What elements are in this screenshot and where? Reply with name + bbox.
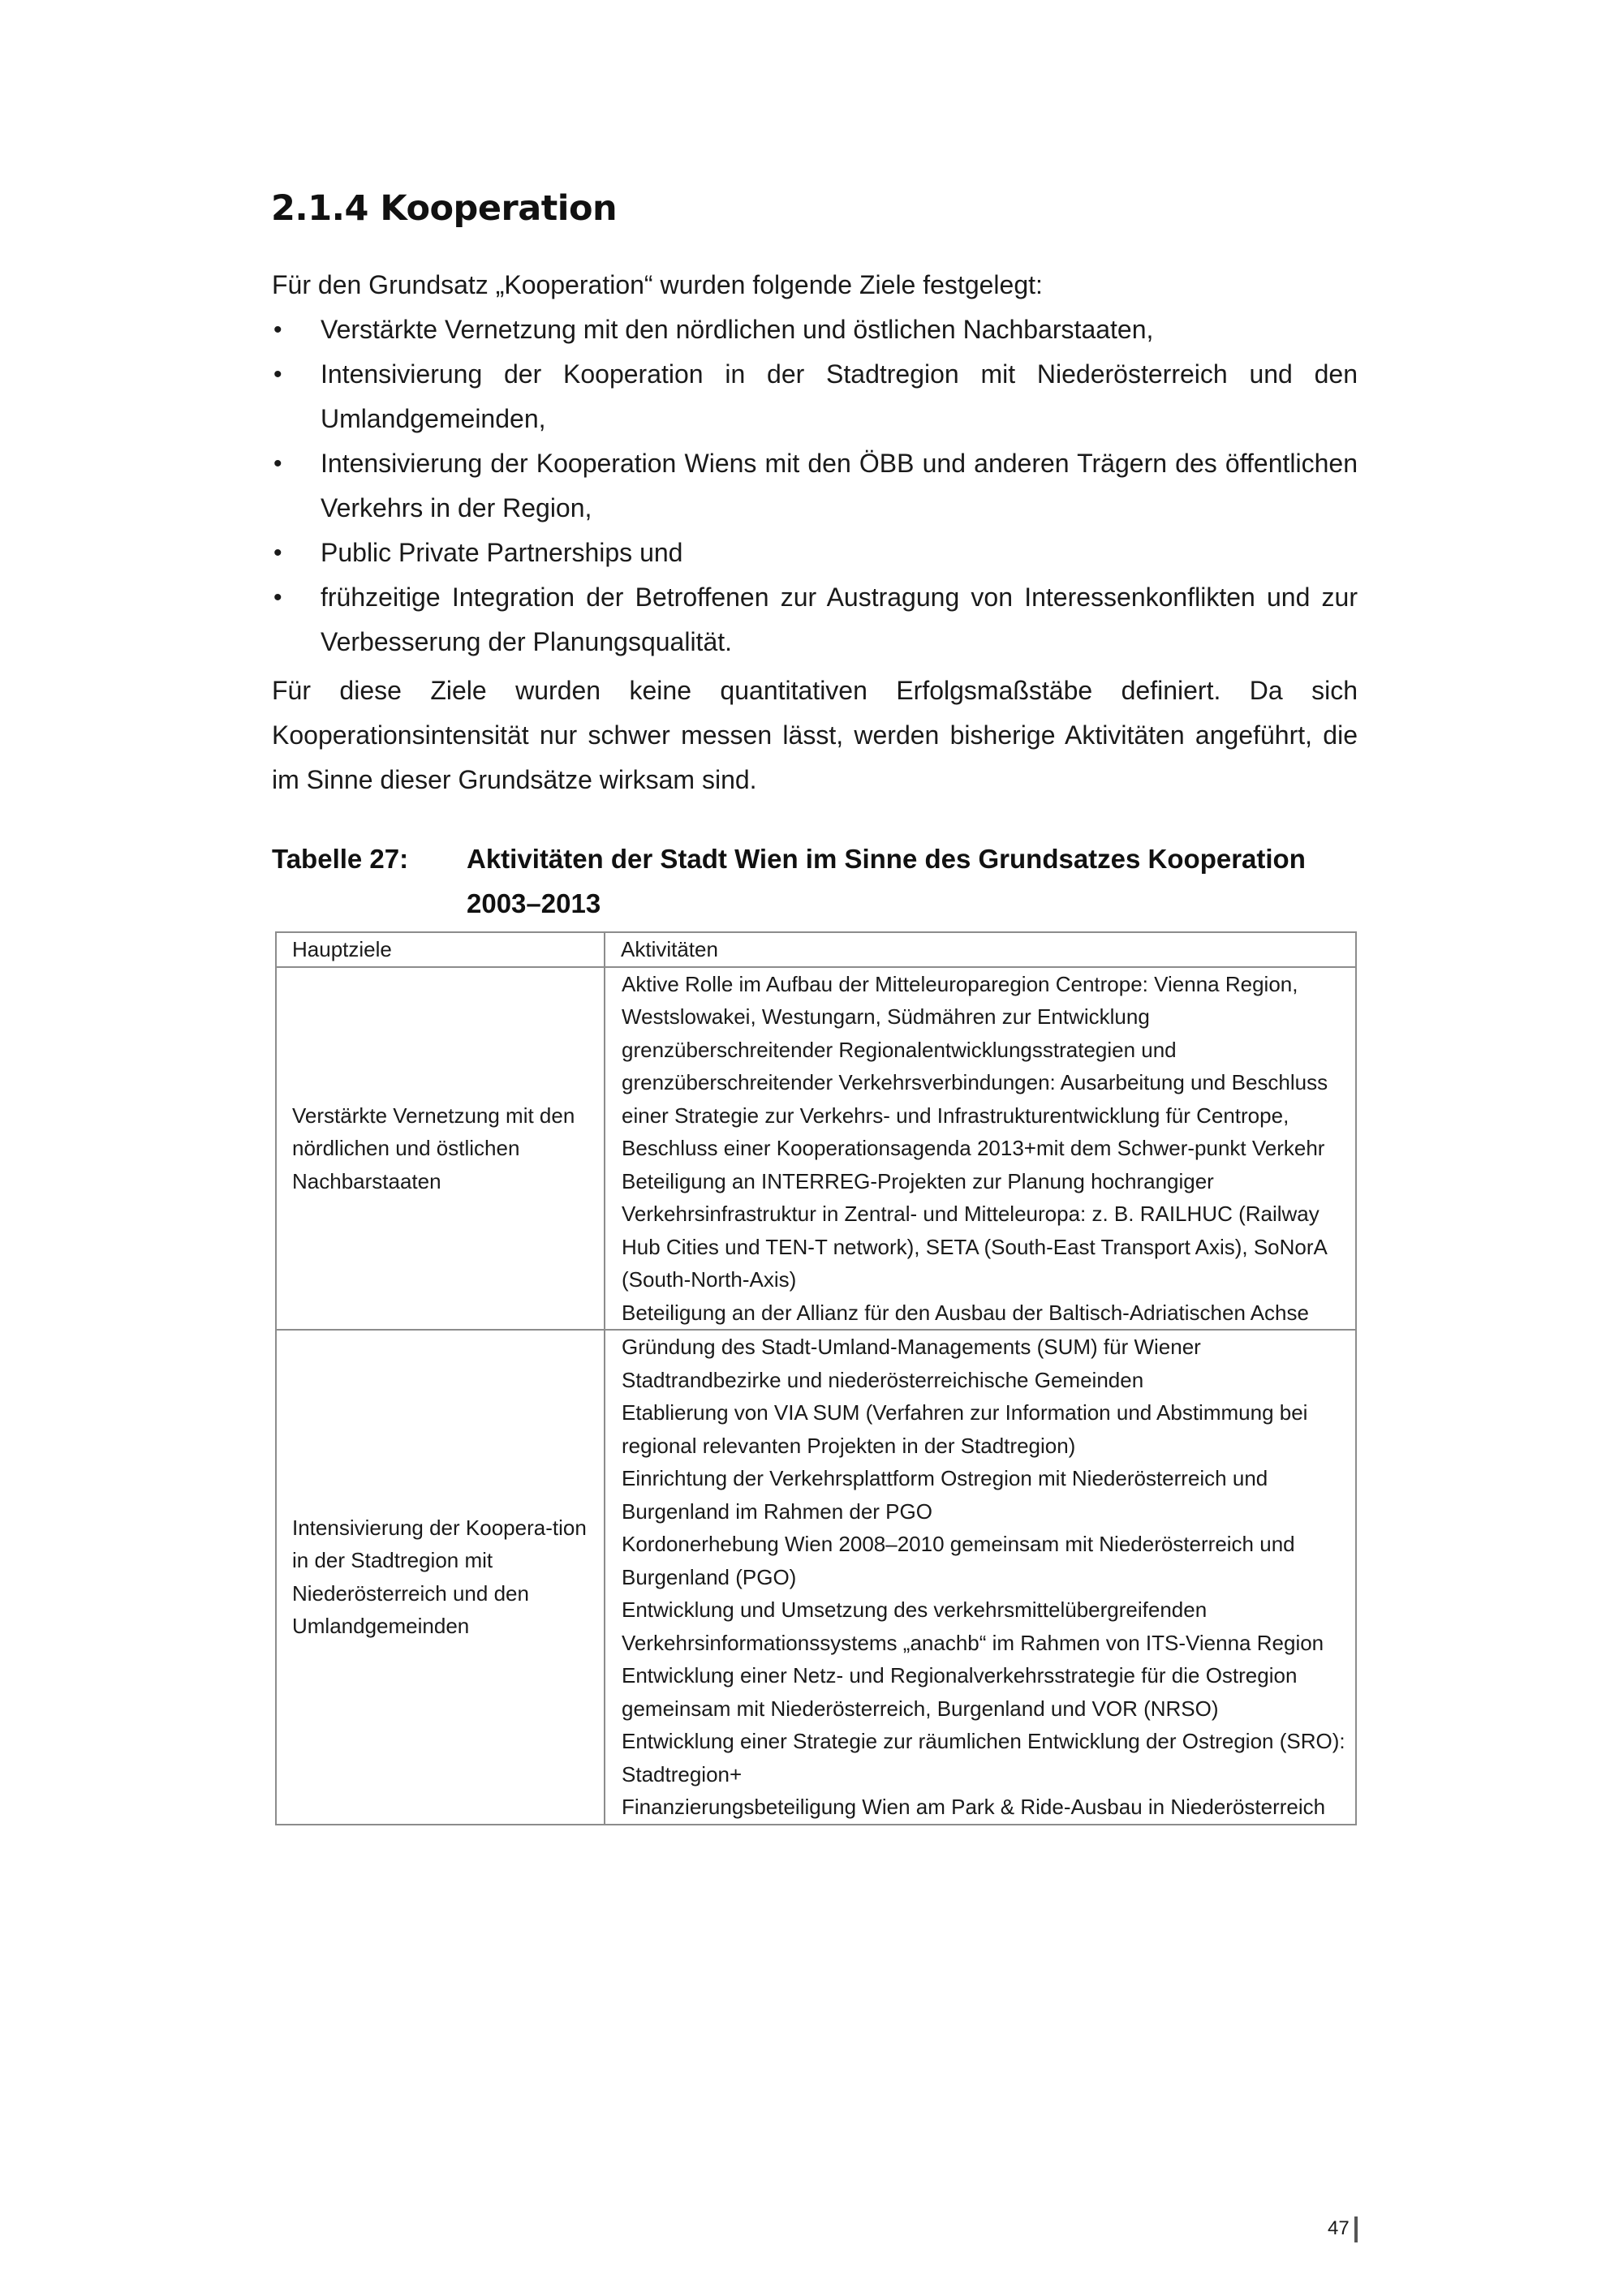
activities-cell — [605, 1330, 1356, 1825]
list-item — [272, 441, 1358, 531]
activity-item: Beteiligung an der Allianz für den Ausbau der Baltisch-Adriatischen Achse — [622, 1300, 1309, 1325]
activity-item: Einrichtung der Verkehrsplattform Ostregion mit Niederösterreich und Burgenland im Rahmen der PGO — [622, 1466, 1268, 1524]
list-item — [272, 352, 1358, 441]
activities-cell — [605, 967, 1356, 1331]
column-header-activities: Aktivitäten — [605, 932, 1356, 967]
list-item-text: Public Private Partnerships und — [321, 538, 683, 567]
list-item-text: Verstärkte Vernetzung mit den nördlichen und östlichen Nachbarstaaten, — [321, 315, 1154, 344]
intro-paragraph: Für den Grundsatz „Kooperation“ wurden folgende Ziele festgelegt: — [272, 270, 1043, 299]
bullet-icon: • — [273, 361, 282, 388]
list-item — [272, 307, 1358, 352]
page-number: 47 — [1328, 2217, 1350, 2239]
table-caption-label: Tabelle 27: — [272, 844, 409, 874]
activity-item: Entwicklung einer Netz- und Regionalverkehrsstrategie für die Ostregion gemeinsam mit Niederösterreich, Burgenland und VOR (NRSO) — [622, 1663, 1298, 1721]
goal-cell: Intensivierung der Koopera-tion in der Stadtregion mit Niederösterreich und den Umlandgemeinden — [276, 1330, 605, 1825]
column-header-goals: Hauptziele — [276, 932, 605, 967]
activity-item: Beteiligung an INTERREG-Projekten zur Planung hochrangiger Verkehrsinfrastruktur in Zentral- und Mitteleuropa: z. B. RAILHUC (Railway Hub Cities und TEN-T network), SETA (South-East Transport Axis), SoNorA (South-North-Axis) — [622, 1168, 1327, 1292]
bullet-icon: • — [273, 540, 282, 566]
table-caption-title: Aktivitäten der Stadt Wien im Sinne des Grundsatzes Kooperation 2003–2013 — [467, 844, 1306, 918]
activity-item: Entwicklung und Umsetzung des verkehrsmittelübergreifenden Verkehrsinformationssystems „anachb“ im Rahmen von ITS-Vienna Region — [622, 1597, 1324, 1655]
table-header-row — [276, 932, 1356, 967]
table-row — [276, 1330, 1356, 1825]
list-item-text: Intensivierung der Kooperation Wiens mit den ÖBB und anderen Trägern des öffentlichen Verkehrs in der Region, — [321, 449, 1358, 522]
list-item-text: Intensivierung der Kooperation in der Stadtregion mit Niederösterreich und den Umlandgemeinden, — [321, 359, 1358, 433]
list-item-text: frühzeitige Integration der Betroffenen zur Austragung von Interessenkonflikten und zur Verbesserung der Planungsqualität. — [321, 583, 1358, 656]
section-heading: 2.1.4 Kooperation — [271, 188, 618, 229]
activities-table — [275, 931, 1357, 1825]
bullet-icon: • — [273, 584, 282, 611]
closing-paragraph: Für diese Ziele wurden keine quantitativen Erfolgsmaßstäbe definiert. Da sich Kooperationsintensität nur schwer messen lässt, werden bisherige Aktivitäten angeführt, die im Sinne dieser Grundsätze wirksam sind. — [272, 676, 1358, 794]
bullet-icon: • — [273, 316, 282, 343]
activity-item: Kordonerhebung Wien 2008–2010 gemeinsam mit Niederösterreich und Burgenland (PGO) — [622, 1532, 1295, 1589]
activity-item: Entwicklung einer Strategie zur räumlichen Entwicklung der Ostregion (SRO): Stadtregion+ — [622, 1729, 1345, 1786]
list-item — [272, 531, 1358, 575]
bullet-icon: • — [273, 450, 282, 477]
activity-item: Finanzierungsbeteiligung Wien am Park & Ride-Ausbau in Niederösterreich — [622, 1795, 1326, 1819]
page-number-bar — [1354, 2216, 1358, 2242]
list-item — [272, 575, 1358, 664]
activity-item: Aktive Rolle im Aufbau der Mitteleuroparegion Centrope: Vienna Region, Westslowakei, Westungarn, Südmähren zur Entwicklung grenzüberschreitender Regionalentwicklungsstrategien und grenzüberschreitender Verkehrsverbindungen: Ausarbeitung und Beschluss einer Strategie zur Verkehrs- und Infrastrukturentwicklung für Centrope, Beschluss einer Kooperationsagenda 2013+mit dem Schwer-punkt Verkehr — [622, 971, 1328, 1160]
activity-item: Gründung des Stadt-Umland-Managements (SUM) für Wiener Stadtrandbezirke und niederösterreichische Gemeinden — [622, 1335, 1201, 1392]
goals-list — [272, 307, 1358, 664]
activity-item: Etablierung von VIA SUM (Verfahren zur Information und Abstimmung bei regional relevanten Projekten in der Stadtregion) — [622, 1400, 1308, 1458]
table-row — [276, 967, 1356, 1331]
goal-cell: Verstärkte Vernetzung mit den nördlichen und östlichen Nachbarstaaten — [276, 967, 605, 1331]
